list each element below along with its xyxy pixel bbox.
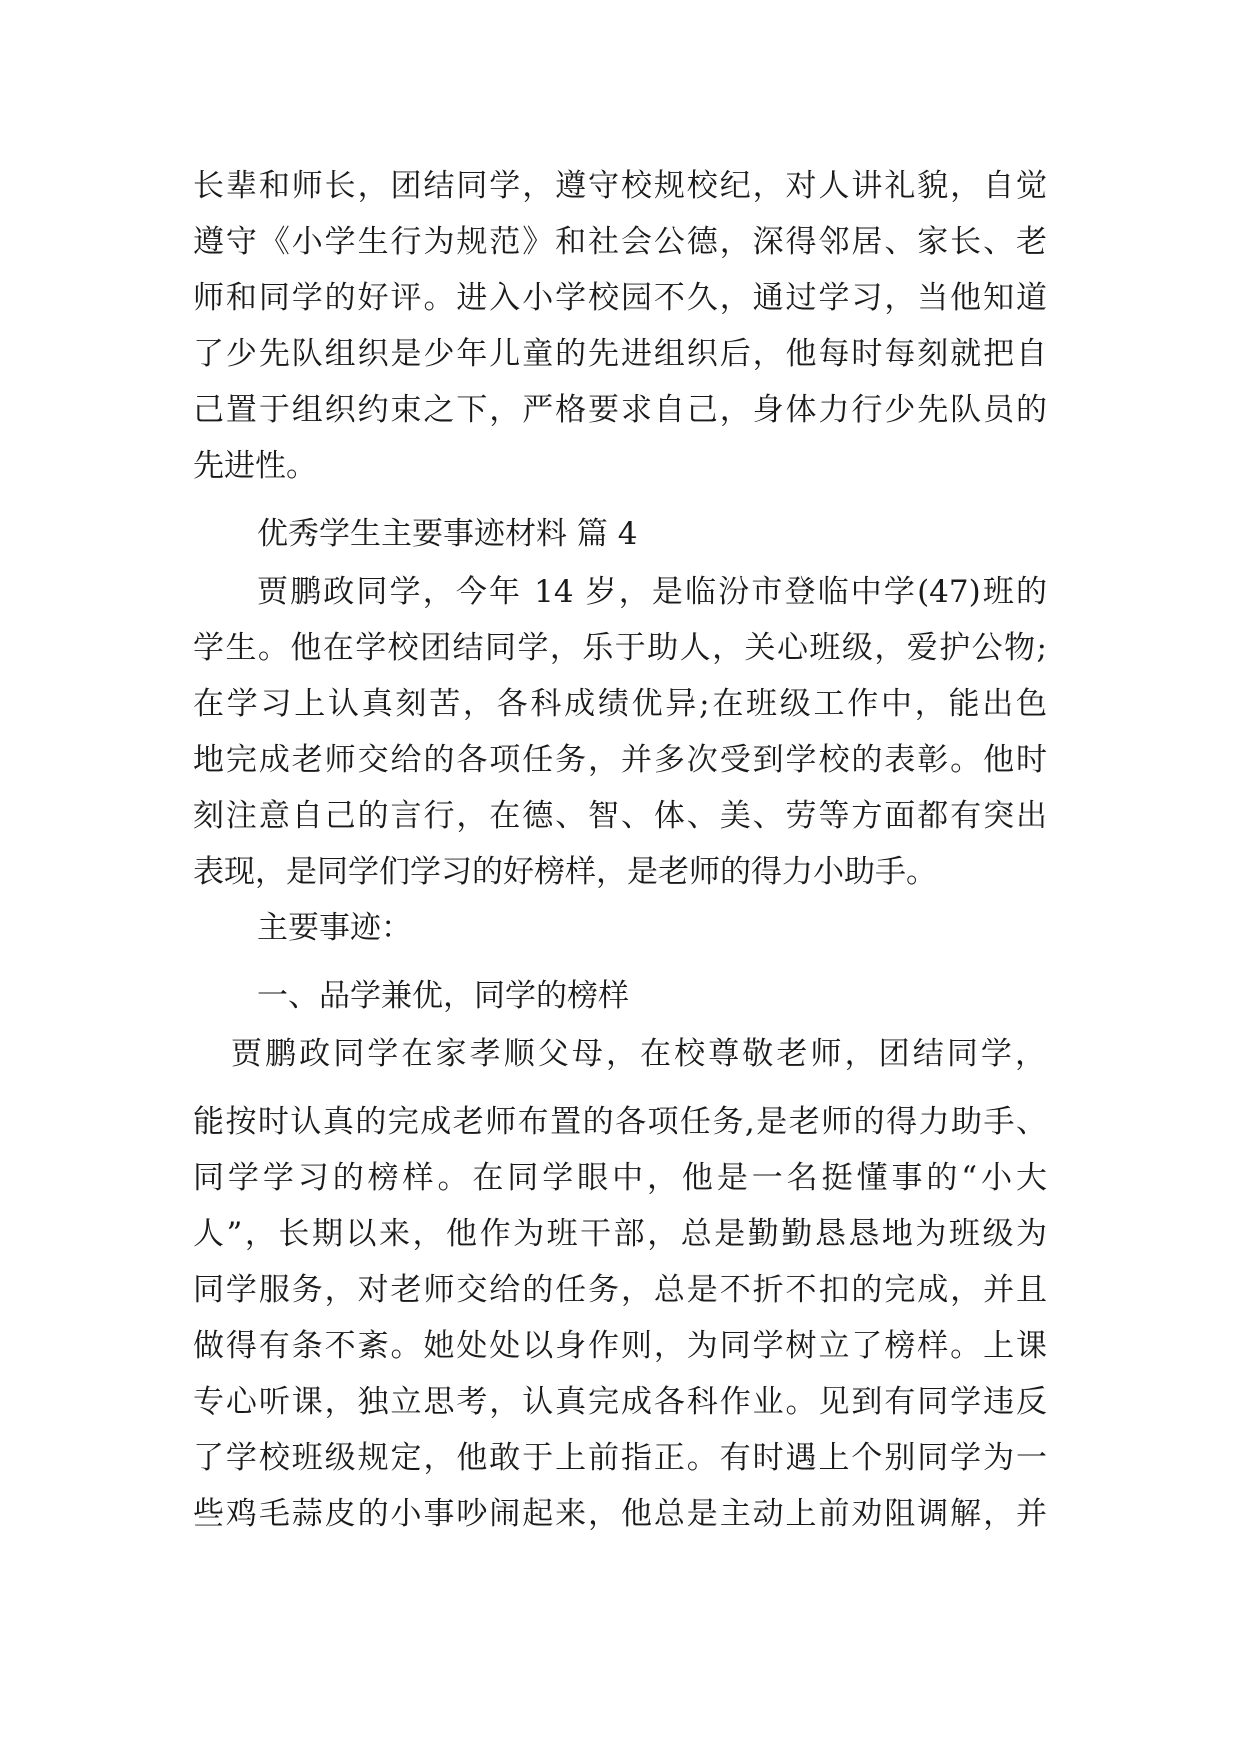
paragraph-line: 在学习上认真刻苦，各科成绩优异;在班级工作中，能出色 — [193, 686, 1047, 722]
paragraph-line: 己置于组织约束之下，严格要求自己，身体力行少先队员的 — [193, 392, 1047, 428]
paragraph-line: 先进性。 — [193, 448, 317, 484]
paragraph-line: 能按时认真的完成老师布置的各项任务,是老师的得力助手、 — [193, 1104, 1047, 1140]
paragraph-line: 刻注意自己的言行，在德、智、体、美、劳等方面都有突出 — [193, 798, 1047, 834]
subheading: 一、品学兼优，同学的榜样 — [257, 978, 629, 1014]
paragraph-line: 些鸡毛蒜皮的小事吵闹起来，他总是主动上前劝阻调解，并 — [193, 1496, 1047, 1532]
paragraph-line: 长辈和师长，团结同学，遵守校规校纪，对人讲礼貌，自觉 — [193, 168, 1047, 204]
paragraph-line: 同学学习的榜样。在同学眼中，他是一名挺懂事的“小大 — [193, 1160, 1047, 1196]
paragraph-line: 贾鹏政同学在家孝顺父母，在校尊敬老师，团结同学， — [231, 1036, 1046, 1072]
paragraph-line: 了少先队组织是少年儿童的先进组织后，他每时每刻就把自 — [193, 336, 1047, 372]
paragraph-line: 同学服务，对老师交给的任务，总是不折不扣的完成，并且 — [193, 1272, 1047, 1308]
paragraph-line: 人”，长期以来，他作为班干部，总是勤勤恳恳地为班级为 — [193, 1216, 1047, 1252]
paragraph-line: 专心听课，独立思考，认真完成各科作业。见到有同学违反 — [193, 1384, 1047, 1420]
paragraph-line: 遵守《小学生行为规范》和社会公德，深得邻居、家长、老 — [193, 224, 1047, 260]
paragraph-line: 做得有条不紊。她处处以身作则，为同学树立了榜样。上课 — [193, 1328, 1047, 1364]
subheading: 主要事迹： — [257, 910, 412, 946]
paragraph-line: 表现，是同学们学习的好榜样，是老师的得力小助手。 — [193, 854, 937, 890]
paragraph-line: 学生。他在学校团结同学，乐于助人，关心班级，爱护公物; — [193, 630, 1047, 666]
paragraph-line: 贾鹏政同学，今年 14 岁，是临汾市登临中学(47)班的 — [257, 574, 1047, 610]
paragraph-line: 地完成老师交给的各项任务，并多次受到学校的表彰。他时 — [193, 742, 1047, 778]
paragraph-line: 了学校班级规定，他敢于上前指正。有时遇上个别同学为一 — [193, 1440, 1047, 1476]
paragraph-line: 师和同学的好评。进入小学校园不久，通过学习，当他知道 — [193, 280, 1047, 316]
section-heading: 优秀学生主要事迹材料 篇 4 — [257, 516, 638, 552]
